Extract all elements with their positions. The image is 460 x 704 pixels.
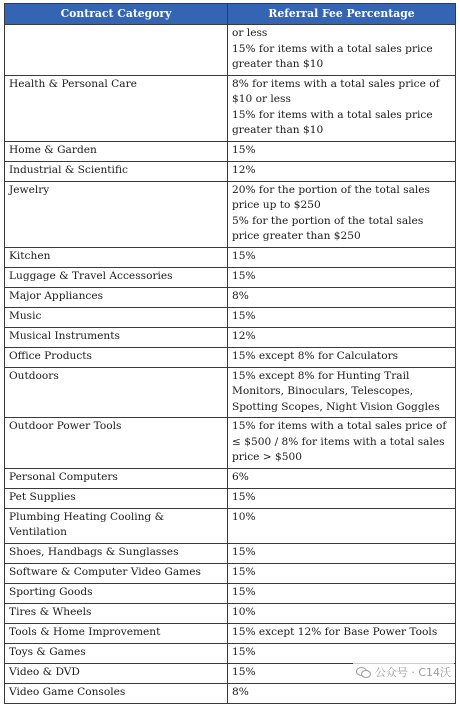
category-cell: Sporting Goods — [5, 583, 228, 603]
column-header-fee: Referral Fee Percentage — [228, 4, 456, 25]
fee-cell: 15% — [228, 247, 456, 267]
table-row — [5, 307, 456, 327]
table-row — [5, 418, 456, 469]
column-header-category: Contract Category — [5, 4, 228, 25]
category-cell: Tires & Wheels — [5, 603, 228, 623]
category-cell: Video Game Consoles — [5, 683, 228, 703]
table-row — [5, 488, 456, 508]
table-row — [5, 347, 456, 367]
table-row — [5, 267, 456, 287]
fee-cell: 15% except 8% for Hunting Trail Monitors, Binoculars, Telescopes, Spotting Scopes, Night Vision Goggles — [228, 367, 456, 418]
fee-cell: 10% — [228, 603, 456, 623]
table-row — [5, 583, 456, 603]
watermark — [353, 663, 454, 681]
table-row — [5, 181, 456, 247]
category-cell: Video & DVD — [5, 663, 228, 683]
category-cell: Industrial & Scientific — [5, 161, 228, 181]
table-row — [5, 141, 456, 161]
category-cell — [5, 25, 228, 76]
fee-cell: 15% for items with a total sales price of ≤ $500 / 8% for items with a total sales price > $500 — [228, 418, 456, 469]
category-cell: Luggage & Travel Accessories — [5, 267, 228, 287]
fee-cell: 15% except 12% for Base Power Tools — [228, 623, 456, 643]
wechat-icon — [356, 666, 371, 678]
fee-cell: 15% — [228, 141, 456, 161]
category-cell: Pet Supplies — [5, 488, 228, 508]
fee-cell: 8% — [228, 287, 456, 307]
table-row — [5, 508, 456, 543]
fee-cell: 15% except 8% for Calculators — [228, 347, 456, 367]
table-row — [5, 563, 456, 583]
category-cell: Kitchen — [5, 247, 228, 267]
table-row — [5, 287, 456, 307]
referral-fee-table — [4, 3, 456, 704]
category-cell: Plumbing Heating Cooling & Ventilation — [5, 508, 228, 543]
fee-cell: 15% — [228, 267, 456, 287]
fee-cell: 10% — [228, 508, 456, 543]
fee-cell: 20% for the portion of the total sales price up to $250 5% for the portion of the total sales price greater than $250 — [228, 181, 456, 247]
category-cell: Software & Computer Video Games — [5, 563, 228, 583]
table-body — [5, 25, 456, 704]
fee-cell: 15% — [228, 663, 456, 683]
fee-cell: 12% — [228, 161, 456, 181]
category-cell: Musical Instruments — [5, 327, 228, 347]
table-row — [5, 683, 456, 703]
table-row — [5, 327, 456, 347]
table-row — [5, 543, 456, 563]
table-row — [5, 161, 456, 181]
fee-cell: 15% — [228, 563, 456, 583]
table-header-row — [5, 4, 456, 25]
category-cell: Music — [5, 307, 228, 327]
fee-cell: 15% — [228, 488, 456, 508]
category-cell: Outdoor Power Tools — [5, 418, 228, 469]
table-row — [5, 468, 456, 488]
fee-cell: 15% — [228, 307, 456, 327]
category-cell: Jewelry — [5, 181, 228, 247]
fee-cell: 15% — [228, 583, 456, 603]
category-cell: Outdoors — [5, 367, 228, 418]
category-cell: Major Appliances — [5, 287, 228, 307]
category-cell: Office Products — [5, 347, 228, 367]
table-row — [5, 367, 456, 418]
category-cell: Tools & Home Improvement — [5, 623, 228, 643]
fee-cell: 8% — [228, 683, 456, 703]
category-cell: Toys & Games — [5, 643, 228, 663]
fee-cell: 8% for items with a total sales price of $10 or less 15% for items with a total sales price greater than $10 — [228, 75, 456, 141]
category-cell: Health & Personal Care — [5, 75, 228, 141]
watermark-text: 公众号 · C14沃 — [374, 666, 451, 679]
table-row — [5, 623, 456, 643]
table-row — [5, 25, 456, 76]
fee-cell: 6% — [228, 468, 456, 488]
fee-cell: 15% — [228, 543, 456, 563]
category-cell: Shoes, Handbags & Sunglasses — [5, 543, 228, 563]
fee-cell: 15% — [228, 643, 456, 663]
fee-cell: 12% — [228, 327, 456, 347]
table-row — [5, 603, 456, 623]
category-cell: Home & Garden — [5, 141, 228, 161]
table-row — [5, 643, 456, 663]
table-row — [5, 247, 456, 267]
fee-cell: or less 15% for items with a total sales price greater than $10 — [228, 25, 456, 76]
category-cell: Personal Computers — [5, 468, 228, 488]
table-row — [5, 75, 456, 141]
